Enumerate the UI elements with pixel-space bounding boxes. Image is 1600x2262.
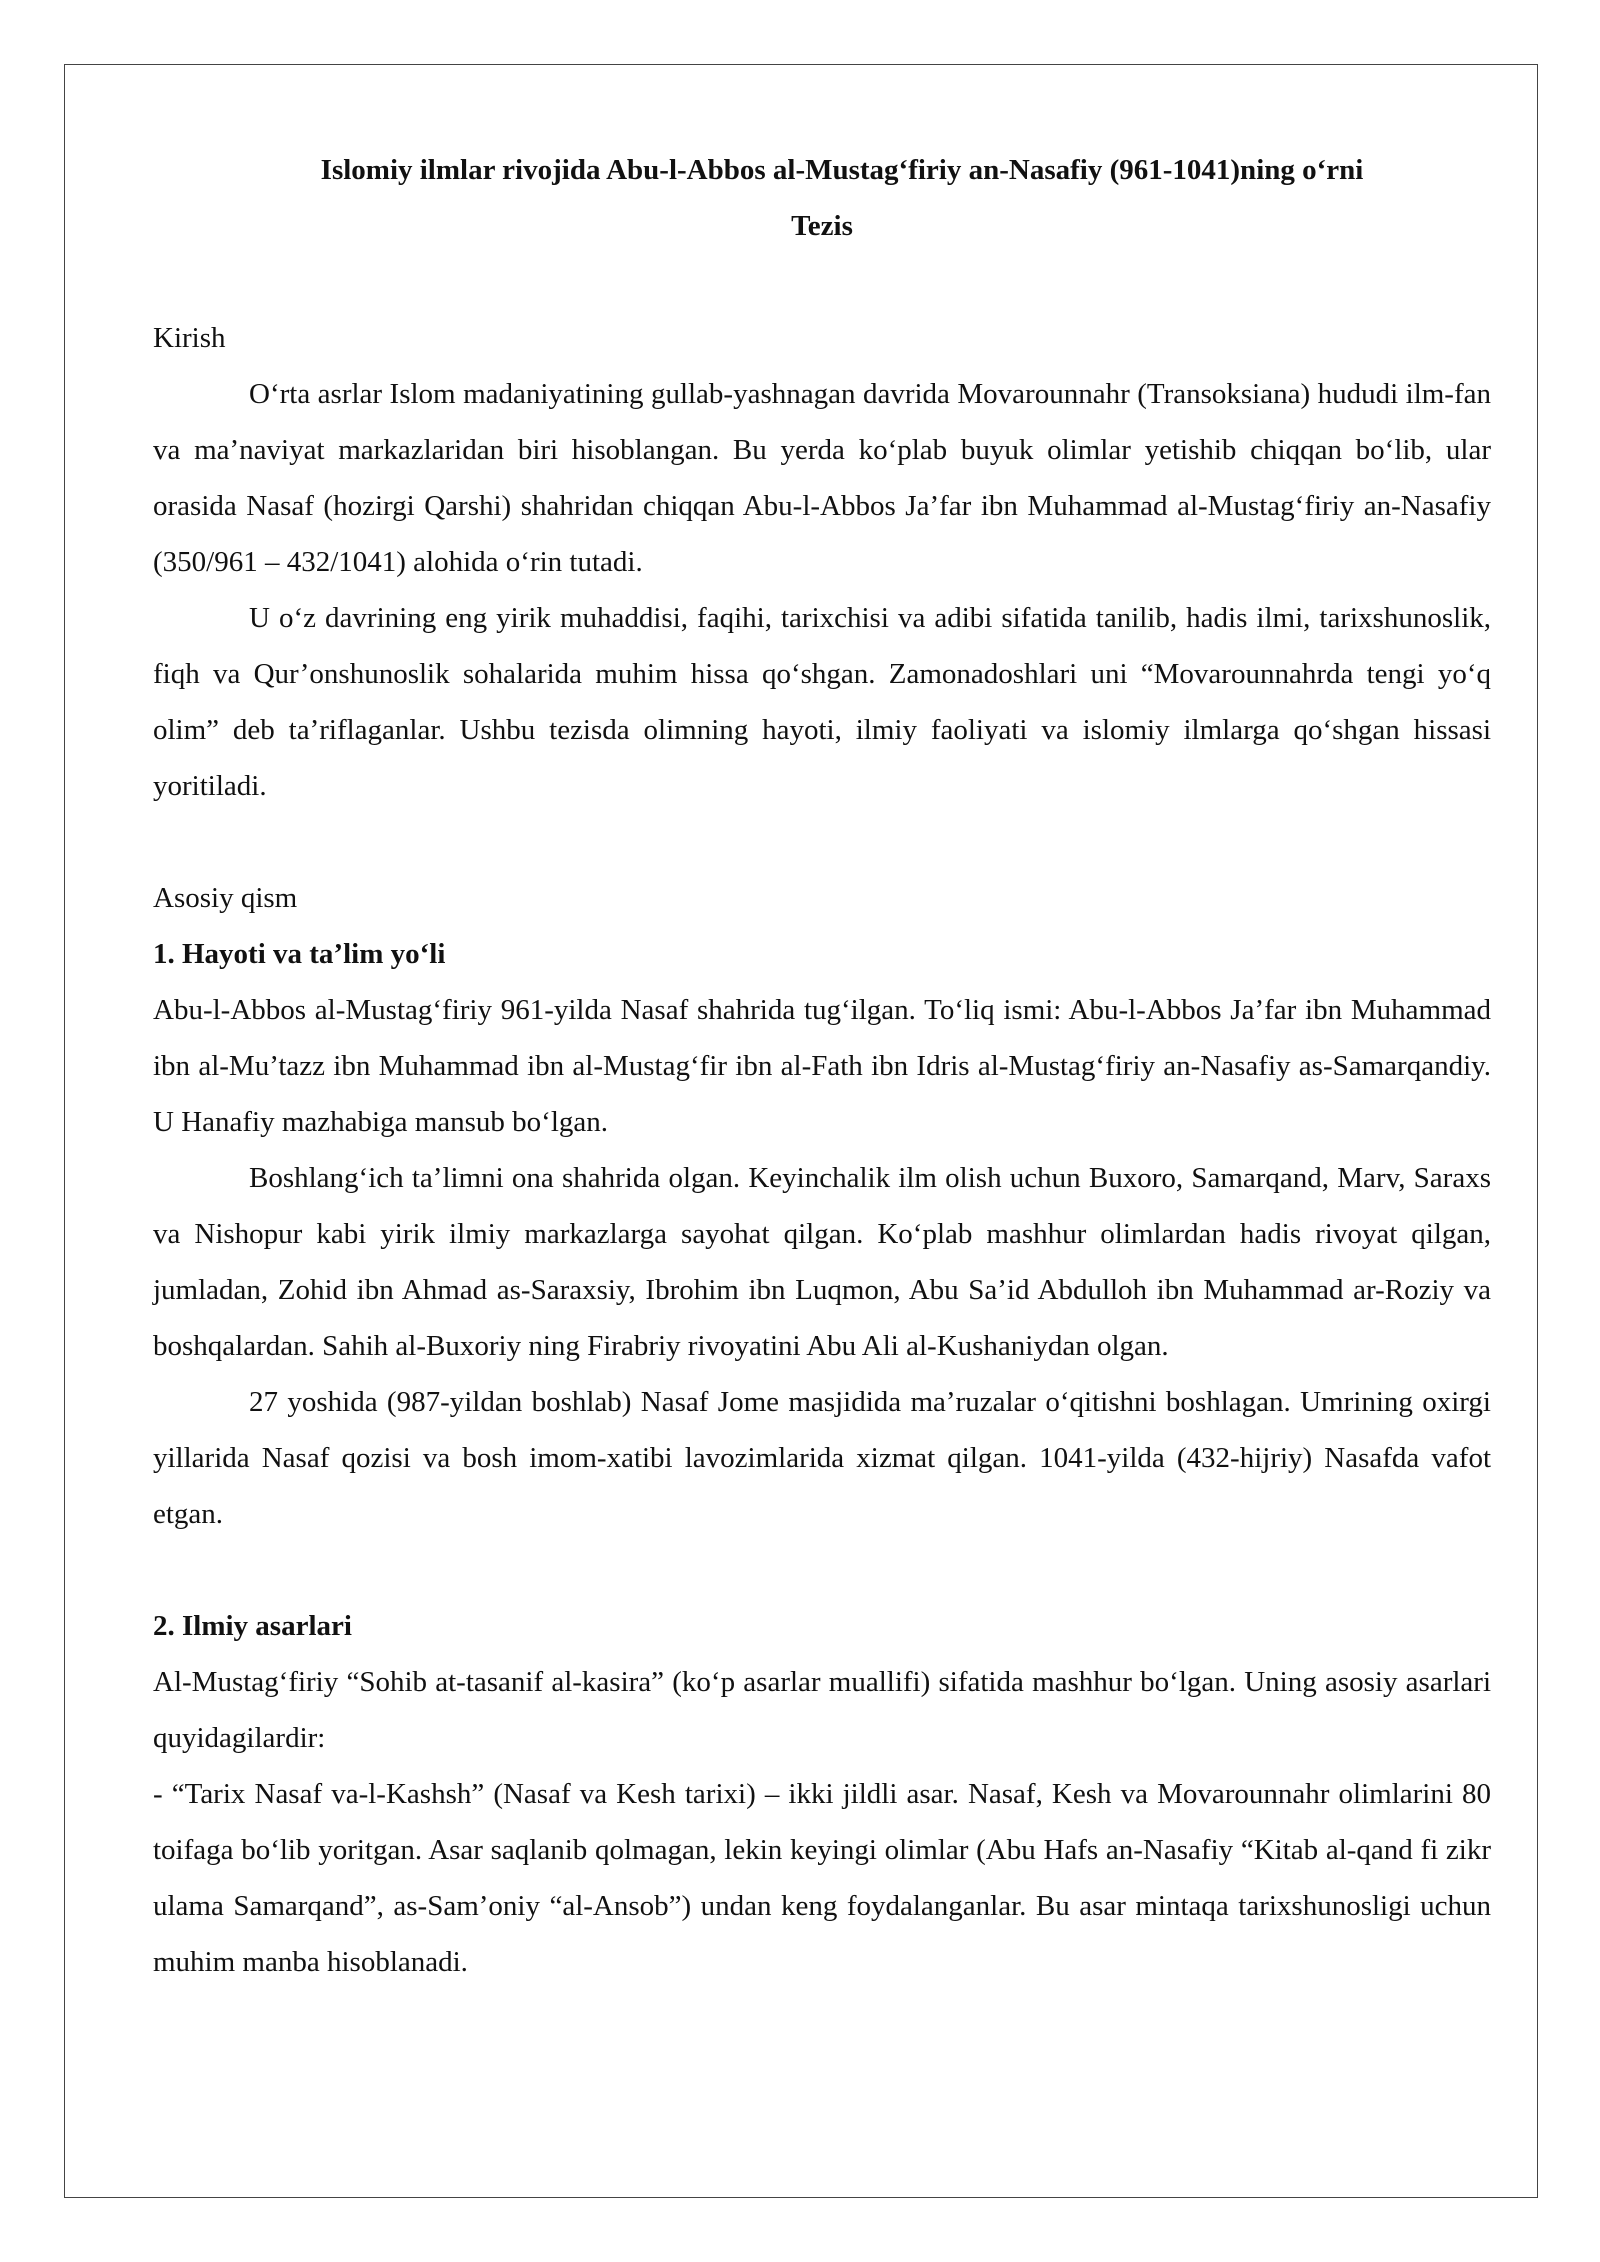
intro-paragraph-1: O‘rta asrlar Islom madaniyatining gullab-yashnagan davrida Movarounnahr (Transoksiana) hududi ilm-fan va ma’naviyat markazlaridan biri hisoblangan. Bu yerda ko‘plab buyuk olimlar yetishib chiqqan bo‘lib, ular orasida Nasaf (hozirgi Qarshi) shahridan chiqqan Abu-l-Abbos Ja’far ibn Muhammad al-Mustag‘firiy an-Nasafiy (350/961 – 432/1041) alohida o‘rin tutadi. xyxy=(153,378,1491,578)
document-body xyxy=(153,142,1491,1990)
section-2-heading: 2. Ilmiy asarlari xyxy=(153,1610,352,1642)
section-1-paragraph-1: Abu-l-Abbos al-Mustag‘firiy 961-yilda Nasaf shahrida tug‘ilgan. To‘liq ismi: Abu-l-Abbos Ja’far ibn Muhammad ibn al-Mu’tazz ibn Muhammad ibn al-Mustag‘fir ibn al-Fath ibn Idris al-Mustag‘firiy an-Nasafiy as-Samarqandiy. U Hanafiy mazhabiga mansub bo‘lgan. xyxy=(153,994,1491,1138)
section-2-list-item-1: - “Tarix Nasaf va-l-Kashsh” (Nasaf va Kesh tarixi) – ikki jildli asar. Nasaf, Kesh va Movarounnahr olimlarini 80 toifaga bo‘lib yoritgan. Asar saqlanib qolmagan, lekin keyingi olimlar (Abu Hafs an-Nasafiy “Kitab al-qand fi zikr ulama Samarqand”, as-Sam’oniy “al-Ansob”) undan keng foydalanganlar. Bu asar mintaqa tarixshunosligi uchun muhim manba hisoblanadi. xyxy=(153,1778,1491,1978)
intro-label: Kirish xyxy=(153,322,226,354)
section-1-paragraph-2: Boshlang‘ich ta’limni ona shahrida olgan. Keyinchalik ilm olish uchun Buxoro, Samarqand, Marv, Saraxs va Nishopur kabi yirik ilmiy markazlarga sayohat qilgan. Ko‘plab mashhur olimlardan hadis rivoyat qilgan, jumladan, Zohid ibn Ahmad as-Saraxsiy, Ibrohim ibn Luqmon, Abu Sa’id Abdulloh ibn Muhammad ar-Roziy va boshqalardan. Sahih al-Buxoriy ning Firabriy rivoyatini Abu Ali al-Kushaniydan olgan. xyxy=(153,1162,1491,1362)
intro-paragraph-2: U o‘z davrining eng yirik muhaddisi, faqihi, tarixchisi va adibi sifatida tanilib, hadis ilmi, tarixshunoslik, fiqh va Qur’onshunoslik sohalarida muhim hissa qo‘shgan. Zamonadoshlari uni “Movarounnahrda tengi yo‘q olim” deb ta’riflaganlar. Ushbu tezisda olimning hayoti, ilmiy faoliyati va islomiy ilmlarga qo‘shgan hissasi yoritiladi. xyxy=(153,602,1491,802)
spacer xyxy=(153,1542,1491,1598)
main-label: Asosiy qism xyxy=(153,882,298,914)
section-1-heading: 1. Hayoti va ta’lim yo‘li xyxy=(153,938,446,970)
spacer xyxy=(153,814,1491,870)
document-title: Islomiy ilmlar rivojida Abu-l-Abbos al-Mustag‘firiy an-Nasafiy (961-1041)ning o‘rni xyxy=(320,154,1364,186)
section-1-paragraph-3: 27 yoshida (987-yildan boshlab) Nasaf Jome masjidida ma’ruzalar o‘qitishni boshlagan. Umrining oxirgi yillarida Nasaf qozisi va bosh imom-xatibi lavozimlarida xizmat qilgan. 1041-yilda (432-hijriy) Nasafda vafot etgan. xyxy=(153,1386,1491,1530)
document-subtitle: Tezis xyxy=(791,210,853,242)
section-2-paragraph-1: Al-Mustag‘firiy “Sohib at-tasanif al-kasira” (ko‘p asarlar muallifi) sifatida mashhur bo‘lgan. Uning asosiy asarlari quyidagilardir: xyxy=(153,1666,1491,1754)
